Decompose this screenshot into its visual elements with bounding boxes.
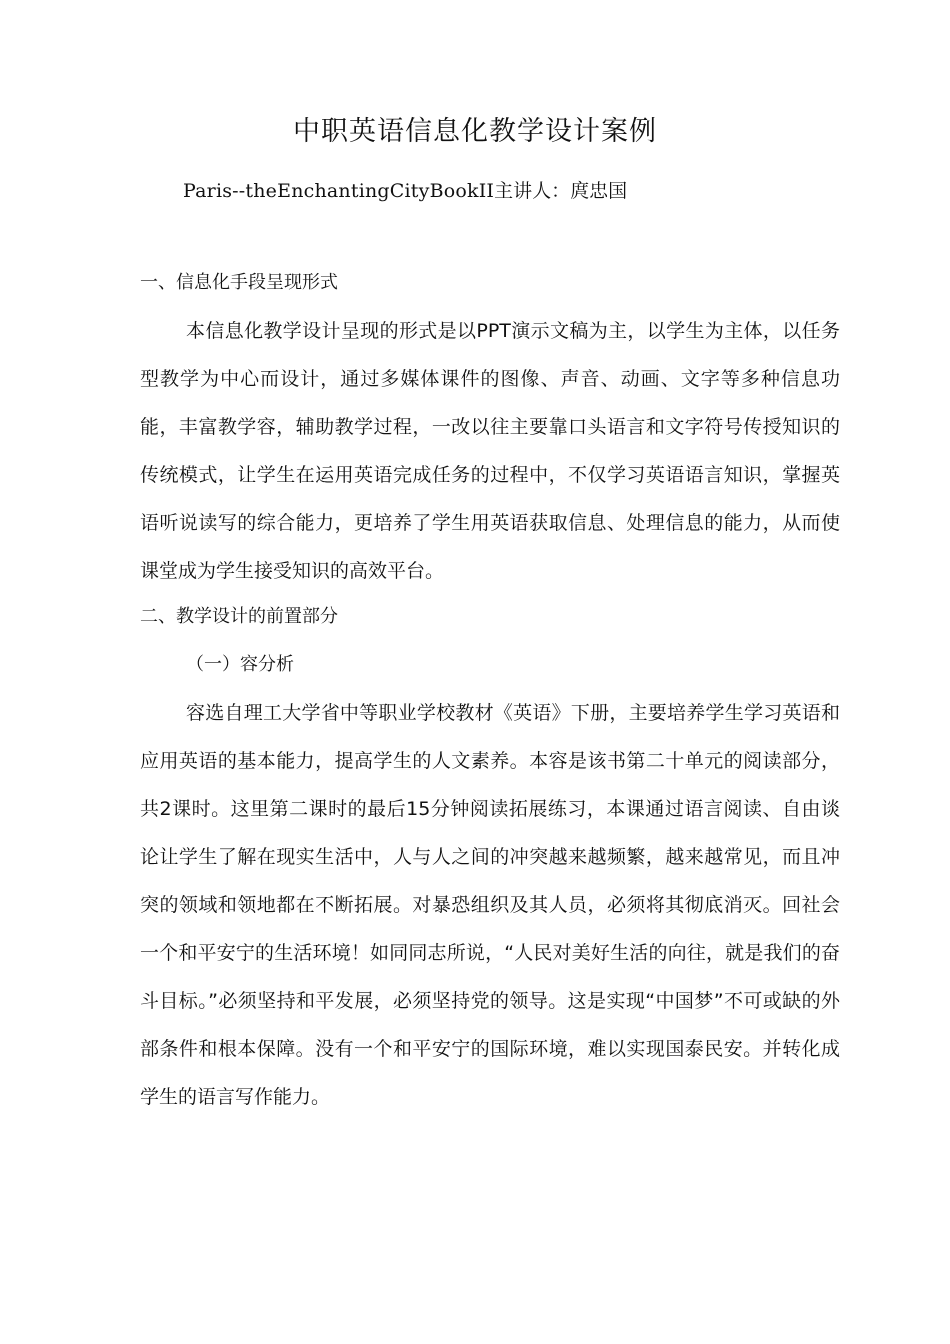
document-title: 中职英语信息化教学设计案例 <box>293 116 657 147</box>
section-2-paragraph: 容选自理工大学省中等职业学校教材《英语》下册，主要培养学生学习英语和应用英语的基本能力，提高学生的人文素养。本容是该书第二十单元的阅读部分，共2课时。这里第二课时的最后15分钟阅读拓展练习，本课通过语言阅读、自由谈论让学生了解在现实生活中，人与人之间的冲突越来越频繁，越来越常见，而且冲突的领域和领地都在不断拓展。对暴恐组织及其人员，必须将其彻底消灭。回社会一个和平安宁的生活环境！如同同志所说，“人民对美好生活的向往，就是我们的奋斗目标。”必须坚持和平发展，必须坚持党的领导。这是实现“中国梦”不可或缺的外部条件和根本保障。没有一个和平安宁的国际环境，难以实现国泰民安。并转化成学生的语言写作能力。 <box>140 702 840 1108</box>
section-1-heading: 一、信息化手段呈现形式 <box>140 272 338 293</box>
document-subtitle <box>183 176 627 206</box>
section-2-heading: 二、教学设计的前置部分 <box>140 606 338 627</box>
subtitle-lesson: Paris--theEnchantingCityBookII <box>183 180 495 202</box>
subtitle-presenter: 主讲人：庹忠国 <box>494 180 628 202</box>
section-1-paragraph: 本信息化教学设计呈现的形式是以PPT演示文稿为主，以学生为主体，以任务型教学为中心而设计，通过多媒体课件的图像、声音、动画、文字等多种信息功能，丰富教学容，辅助教学过程，一改以往主要靠口头语言和文字符号传授知识的传统模式，让学生在运用英语完成任务的过程中，不仅学习英语语言知识，掌握英语听说读写的综合能力，更培养了学生用英语获取信息、处理信息的能力，从而使课堂成为学生接受知识的高效平台。 <box>140 320 840 582</box>
section-2-subheading: （一）容分析 <box>186 654 294 675</box>
